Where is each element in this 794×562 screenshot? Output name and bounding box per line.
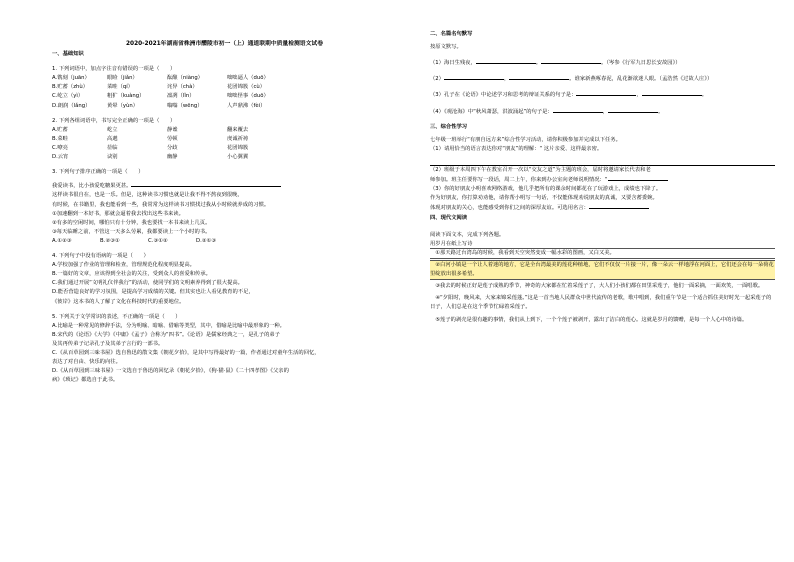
passage-line: 有时候，在书籍里，我也能看到一些，我常常为这样读书习惯找过我从小时候就养成的习惯。 (52, 201, 270, 208)
option-cell: B.贮蓄（zhù） (52, 84, 88, 91)
option-cell: 嗡嗡（wēng） (167, 102, 203, 109)
option-cell: D.云宵 (52, 154, 69, 161)
activity-text: 体现对朋友的关心，也能感受到你们之间的深厚友谊。可选用名言： (430, 205, 589, 212)
option-cell: C.屹立（yì） (52, 93, 84, 100)
right-page (430, 30, 775, 540)
options-table (52, 126, 287, 162)
option-cell: 虔诚祈祷 (227, 135, 249, 142)
section-heading-basics: 一、基础知识 (52, 50, 84, 57)
option-cell: 眼睑（jiǎn） (107, 75, 138, 82)
passage-title: 用岁月在纸上写诗 (430, 240, 473, 247)
option-cell: 静谧 (167, 126, 178, 133)
option-cell: 诧异（chà） (167, 84, 198, 91)
option-cell: 花团锦簇（cù） (227, 84, 266, 91)
option-cell: 小心翼翼 (227, 154, 249, 161)
option-row (52, 135, 287, 144)
answer-option: D.②①③ (196, 237, 217, 244)
item-text: 海日生残夜， (443, 60, 476, 67)
section-heading-reading: 四、现代文阅读 (430, 214, 468, 221)
question-4 (52, 252, 397, 307)
item-text: 孔子在《论语》中论述学习和思考的辩证关系的句子是： (443, 92, 577, 99)
answer-option: A.①②③ (52, 237, 72, 244)
activity-item: 作为好朋友，你打算劝劝他，请你帮小明写一句话，不仅能体现劝说朋友的真诚，又要含蓄委婉。 (430, 195, 658, 202)
blank-line[interactable] (642, 90, 702, 96)
reading-intro: 阅读下面文本，完成下列各题。 (430, 231, 505, 238)
question-3 (52, 168, 397, 246)
passage-text: 我爱读书，比小孩爱吃糖果更甚。 (52, 183, 132, 190)
option-cell: B.菜畦 (52, 135, 68, 142)
passage-paragraph: ③我去的时候正好是莲子成熟的季节，神奇的大家都在忙着采莲子了，大人们小孩们都在田里采莲子，他们一面采摘，一面欢笑，一面唱歌。 (435, 283, 764, 290)
blank-line[interactable] (509, 74, 569, 80)
sentence-option: ②有多的空闲时间，哪怕只有十分钟，我也要找一本书来读上几页。 (52, 219, 211, 226)
left-page (52, 30, 397, 540)
item-text: ， (503, 76, 510, 83)
item-number: （4） (430, 108, 444, 115)
option-row (52, 144, 287, 153)
option-cell: 分歧 (167, 144, 178, 151)
blank-line[interactable] (553, 107, 603, 113)
blank-line (131, 181, 281, 187)
answer-option: 《彼岸》这本书的人了解了文化在科技时代的重要地位。 (52, 298, 185, 305)
option-row (52, 74, 287, 83)
answer-line[interactable] (430, 156, 775, 166)
option-cell: 咄咄逼人（duō） (227, 75, 269, 82)
answer-option: B.一篇好的文章，应该得到全社会的关注，受到众人的喜爱和传承。 (52, 271, 211, 278)
sentence-option: ①加速翻到一本好书，那就会逼着我去找出这些书来读。 (52, 210, 184, 217)
question-5 (52, 313, 397, 386)
option-cell: 菜畦（qí） (107, 84, 134, 91)
sentence-option: ③每天临睡之前，不管这一天多么劳累，我都要读上一个小时的书。 (52, 228, 211, 235)
item-text: ， (602, 108, 609, 115)
blank-line[interactable] (589, 203, 649, 209)
item-text: 。 (701, 92, 708, 99)
option-row (52, 92, 287, 101)
options-table (52, 74, 287, 110)
answer-option: D.能否营造良好的学习氛围，是提高学习成绩的关键。但其实也让人看见教育的不足， (52, 289, 254, 296)
answer-option: D.《从百草园到三味书屋》一文选自于鲁迅的回忆录《朝花夕拾》，《狗·猫·鼠》《二十四孝图》《父亲的 (52, 368, 289, 375)
option-cell: 翻来覆去 (227, 126, 249, 133)
option-cell: 黄晕（yùn） (107, 102, 139, 109)
blank-line[interactable] (576, 90, 636, 96)
option-cell: C.嘹亮 (52, 144, 68, 151)
option-row (52, 83, 287, 92)
blank-line[interactable] (476, 58, 536, 64)
activity-text: 师参加。班主任要你写一段话，周二上午，你来到办公室向老师说明情况：“ (430, 177, 608, 184)
passage-line (52, 181, 397, 191)
answer-option: 病》《琐记》都选自于此书。 (52, 377, 119, 384)
option-cell: 幽静 (167, 154, 178, 161)
blank-line[interactable] (608, 175, 668, 181)
recitation-item (430, 58, 775, 68)
blank-line[interactable] (608, 107, 658, 113)
option-cell: 咄咄怪事（duō） (227, 93, 269, 100)
answer-option: A.比喻是一种常见的修辞手法，分为明喻、暗喻、借喻等类型，其中，借喻是比喻中最形象的一种。 (52, 322, 285, 329)
question-stem: 4. 下列句子中没有语病的一项是（ ） (52, 253, 149, 260)
question-stem: 3. 下列句子排序正确的一项是（ ） (52, 169, 144, 176)
answer-option: 及其再传弟子记录孔子及其弟子言行的一部书。 (52, 341, 164, 348)
passage-paragraph: ④“夕阳时，晚风来，大家来锦采莲蓬。”这是一首当地人民群众中世代流传的老歌，歌中唱到，我们重午节是一个适合抓住美好时光一起采莲子的日子，人们总是在这个季节忙碌着采莲子。 (430, 295, 772, 311)
item-number: （3） (430, 92, 444, 99)
activity-intro: 七年级一班举行“有朋自远方来”综合性学习活动，请你积极参加并完成以下任务。 (430, 136, 621, 143)
activity-item: （2）班级于本周四下午在教室召开一次以“交友之道”为主题的班会，届时将邀请家长代表和老 (430, 166, 651, 173)
option-cell: D.朗润（lǎng） (52, 102, 91, 109)
option-cell: A.镌刻（juān） (52, 75, 90, 82)
section-heading-recitation: 二、名篇名句默写 (430, 31, 473, 37)
activity-item (430, 175, 775, 185)
question-2 (52, 117, 397, 163)
question-stem: 1. 下列词语中，加点字注音有错误的一项是（ ） (52, 66, 176, 73)
activity-item: （1）请用恰当的语言表达你对“朋友”的理解：“ 这片亲爱、这样最亲密。 (430, 145, 603, 152)
passage-paragraph: ①那天路过台湾岛的时候，我看到天空突然变成一幅水彩的图画，又白又美。 (430, 249, 775, 258)
passage-line: 这样读书很自在，也是一乐。但是，这种读书习惯也就是让我不得不熬夜到很晚， (52, 192, 243, 199)
option-cell: 高邈 (107, 135, 118, 142)
item-text: 。 (535, 60, 542, 67)
document-title: 2020-2021年湖南省株洲市醴陵市初一（上）通道联期中质量检测语文试卷 (126, 41, 323, 47)
option-row (52, 102, 287, 111)
option-cell: 花团锦簇 (227, 144, 249, 151)
option-cell: 凛冽（lǐn） (167, 93, 195, 100)
item-text: 。（岑参《行军九日思长安故园》） (601, 60, 681, 67)
option-cell: 人声鼎沸（fèi） (227, 102, 266, 109)
passage-paragraph: ②白河小镇是一个让人着迷的地方，它是全台湾最美的莲花种植地，它们不仅仅一片接一片，像一朵云一样地浮在河面上，它们还会在每一朵荷花里绽放出很多希望。 (430, 261, 775, 279)
option-cell: 劳顿 (167, 135, 178, 142)
item-text: 。谁家新燕啄春泥，乱花渐欲迷人眼。（孟浩然《过故人庄》） (569, 76, 713, 83)
option-cell: 粗犷（kuàng） (107, 93, 145, 100)
option-row (52, 153, 287, 162)
answer-option: 表达了对自由、快乐的向往。 (52, 359, 121, 366)
answer-option: B.宋代的《论语》《大学》《中庸》《孟子》合称为“四书”。《论语》是儒家经典之一，是孔子的弟子 (52, 331, 280, 338)
answer-option: B.②③① (100, 237, 120, 244)
option-row (52, 126, 287, 135)
item-text: ， (636, 92, 642, 99)
item-text: 。 (658, 108, 664, 115)
question-stem: 2. 下列各组词语中，书写完全正确的一项是（ ） (52, 117, 176, 124)
recitation-item (430, 107, 775, 117)
activity-item (430, 203, 775, 213)
option-cell: 酝酿（niàng） (167, 75, 203, 82)
section-intro: 按原文默写。 (430, 44, 462, 51)
recitation-item (430, 90, 775, 100)
option-cell: 诀别 (107, 154, 118, 161)
question-stem: 5. 下列关于文学常识的表述，不正确的一项是（ ） (52, 313, 181, 320)
item-number: （1） (430, 60, 444, 67)
question-1 (52, 65, 397, 111)
item-number: （2） (430, 76, 444, 83)
activity-item: （3）你的好朋友小明喜欢网络游戏，他几乎把所有的课余时间都花在了玩游戏上，成绩也下降了。 (430, 186, 662, 193)
item-text: 《观沧海》中“秋风萧瑟，洪波涌起”的句子是： (443, 108, 553, 115)
blank-line[interactable] (541, 58, 601, 64)
answer-option: C.我们通过开展“文明礼仪伴我行”的活动，使同学们的文明素养得到了很大提高。 (52, 280, 243, 287)
answer-options (52, 237, 397, 246)
answer-option: A.学校加强了作业的管理和检查，管理规范化程度明显提高。 (52, 262, 195, 269)
passage-paragraph: ⑤莲子的剥壳是很有趣的事情，我们从上到下，一个个莲子被剥开，露出了洁白的莲心。这就是岁月的馈赠，是每一个人心中的诗篇。 (435, 316, 748, 323)
option-cell: 莅临 (107, 144, 118, 151)
answer-option: C.《从百草园到三味书屋》选自鲁迅的散文集《朝花夕拾》，是其中写得最好的一篇，作者通过对童年生活的回忆， (52, 350, 320, 357)
option-cell: 屹立 (107, 126, 118, 133)
answer-option: C.③①② (148, 237, 168, 244)
recitation-item (430, 74, 775, 84)
option-cell: A.贮蓄 (52, 126, 68, 133)
blank-line[interactable] (444, 74, 504, 80)
section-heading-integrated-learning: 三、综合性学习 (430, 123, 468, 130)
